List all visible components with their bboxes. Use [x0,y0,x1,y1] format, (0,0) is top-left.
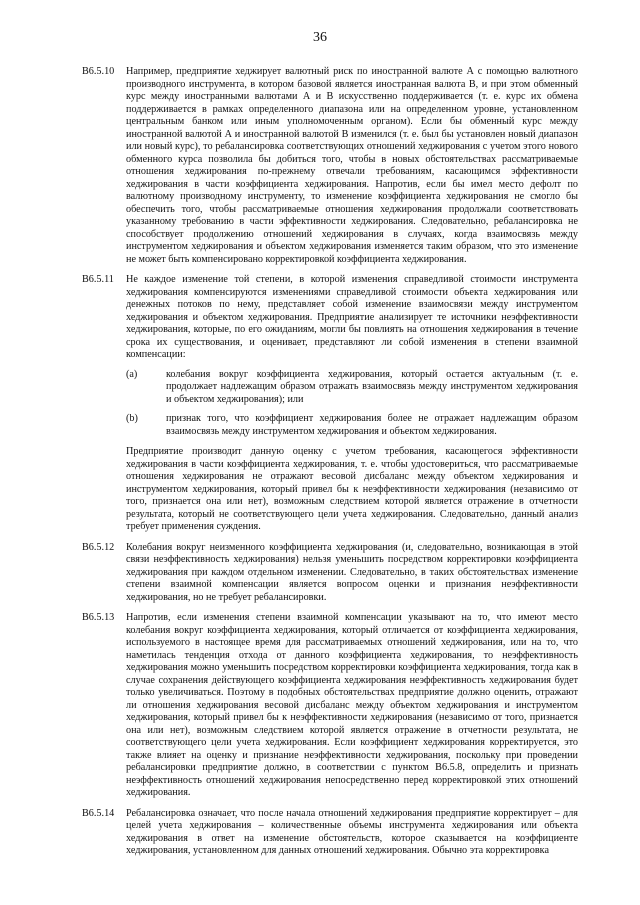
paragraph-number: B6.5.10 [82,66,115,77]
paragraph-number: B6.5.13 [82,612,115,623]
paragraph-b6-5-10 [82,66,578,266]
paragraph-number: B6.5.11 [82,274,114,285]
paragraph-text: Колебания вокруг неизменного коэффициента хеджирования (и, следовательно, возникающая в этой связи неэффективность хеджирования) нельзя уменьшить посредством корректировки коэффициента хеджирования при каждом отдельном изменении. Следовательно, в таких обстоятельствах изменение степени взаимной компенсации является вопросом оценки и признания неэффективности хеджирования, но не требует ребалансировки. [126,541,578,603]
paragraph-text: Ребалансировка означает, что после начала отношений хеджирования предприятие корректирует – для целей учета хеджирования – количественные объемы инструмента хеджирования или объекта хеджирования в ответ на изменение обстоятельств, которое сказывается на коэффициенте хеджирования, установленном для данных отношений хеджирования. Обычно эта корректировка [126,807,578,856]
list-item-label: (b) [126,413,138,424]
paragraph-b6-5-14 [82,808,578,858]
list-item-b [126,413,578,438]
list-item-label: (a) [126,368,138,380]
paragraph-text: Например, предприятие хеджирует валютный риск по иностранной валюте А с помощью валютного производного инструмента, в котором базовой является иностранная валюта В, и при этом обменный курс между иностранными валютами А и В искусственно поддерживается (т. е. курс их обмена поддерживается в рамках определенного диапазона или на определенном уровне, установленном центральным банком или иным уполномоченным органом). Если бы обменный курс между иностранной валютой А и иностранной валютой В изменился (т. е. был бы установлен новый диапазон или новый курс), то ребалансировка соответствующих отношений хеджирования с учетом этого нового обменного курса позволила бы добиться того, чтобы в новых обстоятельствах рассматриваемые отношения хеджирования по-прежнему отвечали требованиям, касающимся эффективности хеджирования в части коэффициента хеджирования. Напротив, если бы имел место дефолт по валютному производному инструменту, то изменение коэффициента хеджирования не смогло бы обеспечить того, чтобы рассматриваемые отношения хеджирования продолжали соответствовать указанному требованию в части эффективности хеджирования. Следовательно, ребалансировка не способствует продолжению отношений хеджирования в случаях, когда взаимосвязь между инструментом хеджирования и объектом хеджирования изменяется таким образом, что это изменение не может быть компенсировано корректировкой коэффициента хеджирования. [126,66,578,265]
paragraph-number: B6.5.14 [82,807,115,819]
paragraph-text: Не каждое изменение той степени, в которой изменения справедливой стоимости инструмента хеджирования компенсируются изменениями справедливой стоимости объекта хеджирования или денежных потоков по нему, представляет собой изменение взаимосвязи между инструментом хеджирования и объектом хеджирования. Предприятие анализирует те источники неэффективности хеджирования, которые, по его ожиданиям, могли бы повлиять на отношения хеджирования в течение срока их существования, и оценивает, представляют ли собой изменения в степени взаимной компенсации: [126,274,578,360]
paragraph-number: B6.5.12 [82,541,115,553]
page-number: 36 [313,30,327,45]
list-item-a [126,369,578,407]
list-item-text: колебания вокруг коэффициента хеджирования, который остается актуальным (т. е. продолжает надлежащим образом отражать взаимосвязь между инструментом хеджирования и объектом хеджирования); или [166,368,578,405]
paragraph-b6-5-11 [82,274,578,534]
list-item-text: признак того, что коэффициент хеджирования более не отражает надлежащим образом взаимосвязь между инструментом хеджирования и объектом хеджирования. [166,413,578,437]
document-body [82,66,578,866]
paragraph-b6-5-13 [82,612,578,800]
paragraph-b6-5-12 [82,542,578,605]
paragraph-continuation-text: Предприятие производит данную оценку с учетом требования, касающегося эффективности хеджирования в части коэффициента хеджирования, т. е. чтобы удостовериться, что рассматриваемые отношения хеджирования не отражают весовой дисбаланс между объектом хеджирования и инструментом хеджирования, который привел бы к неэффективности хеджирования (независимо от того, признается она или нет), возможным следствием которой является отражение в отчетности результата, который не соответствующего цели учета хеджирования. Следовательно, данный анализ требует применения суждения. [126,446,578,532]
paragraph-text: Напротив, если изменения степени взаимной компенсации указывают на то, что имеют место колебания вокруг коэффициента хеджирования, который отличается от коэффициента хеджирования, используемого в настоящее время для рассматриваемых отношений хеджирования, или на то, что наметилась тенденция отхода от данного коэффициента хеджирования, то неэффективность хеджирования можно уменьшить посредством корректировки коэффициента хеджирования, тогда как в случае сохранения действующего коэффициента хеджирования неэффективность хеджирования будет только увеличиваться. Поэтому в подобных обстоятельствах предприятие должно оценить, отражают ли отношения хеджирования весовой дисбаланс между объектом хеджирования и инструментом хеджирования, который привел бы к неэффективности хеджирования (независимо от того, признается она или нет), возможным следствием которой является отражение в отчетности результата, не соответствующего цели учета хеджирования. Если коэффициент хеджирования корректируется, это также влияет на оценку и признание неэффективности хеджирования, поскольку при проведении ребалансировки предприятие должно, в соответствии с пунктом B6.5.8, определить и признать неэффективность отношений хеджирования непосредственно перед корректировкой этих отношений хеджирования. [126,612,578,798]
